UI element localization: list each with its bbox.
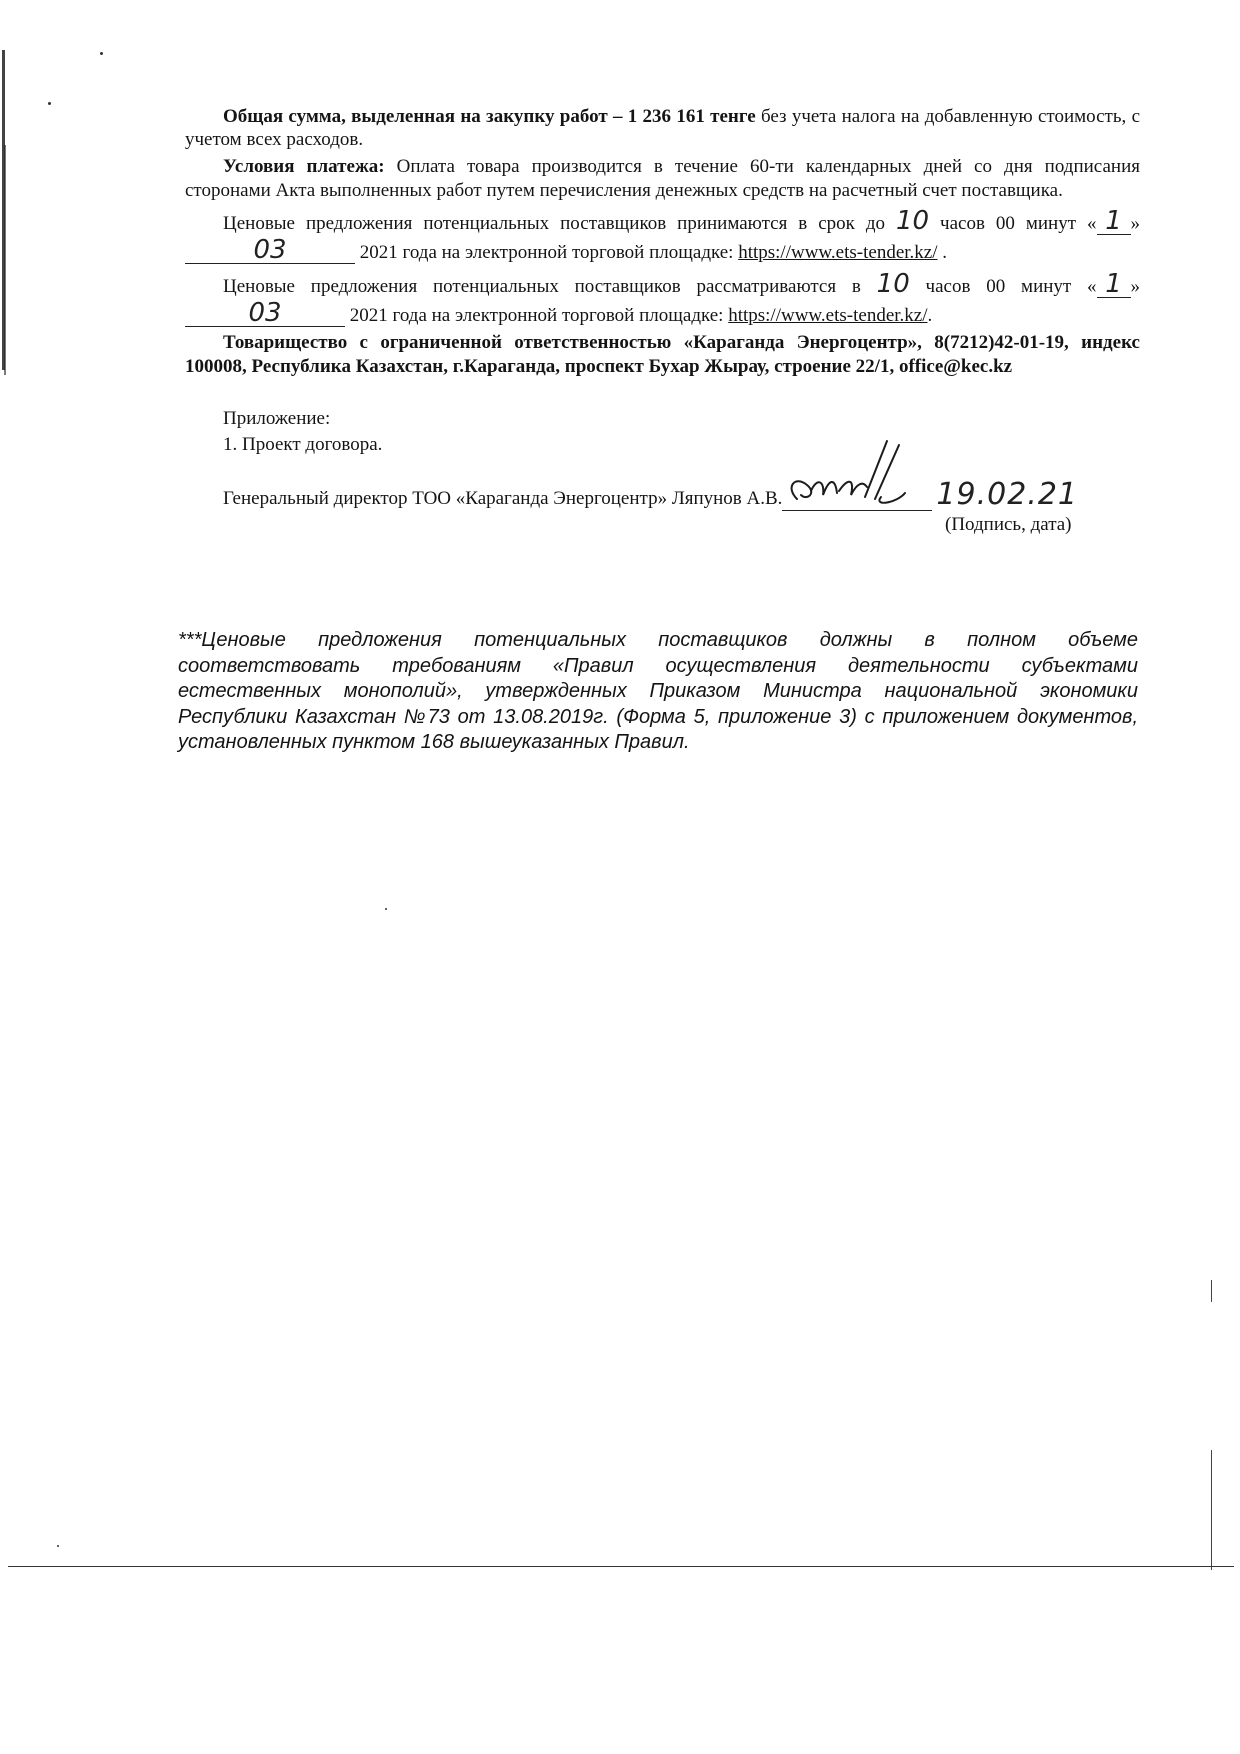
signature-caption: (Подпись, дата) [945, 514, 1072, 535]
signatory-text: Генеральный директор ТОО «Караганда Энергоцентр» Ляпунов А.В. [223, 488, 783, 509]
submission-text-5: . [937, 242, 947, 264]
appendix-title: Приложение: [223, 407, 331, 429]
footnote-requirements: ***Ценовые предложения потенциальных поставщиков должны в полном объеме соответствовать требованиям «Правил осуществления деятельности субъектами естественных монополий», утвержденных Приказом Министра национальной экономики Республики Казахстан №73 от 13.08.2019г. (Форма 5, приложение 3) с приложением документов, установленных пунктом 168 вышеуказанных Правил. [178, 629, 1138, 754]
day-blank [1097, 205, 1131, 236]
submission-text-3: » [1130, 212, 1140, 234]
handwritten-day: 1 [1105, 268, 1122, 299]
review-deadline-paragraph [185, 269, 1140, 328]
document-body [185, 105, 1140, 547]
appendix-block [185, 406, 1140, 459]
month-blank [185, 300, 345, 327]
signature-row [185, 477, 1140, 547]
day-blank [1097, 268, 1131, 299]
handwritten-day: 1 [1105, 205, 1122, 236]
handwritten-hour: 10 [895, 205, 930, 236]
appendix-item: 1. Проект договора. [223, 434, 383, 456]
review-text-5: . [927, 305, 933, 327]
scan-edge-mark [4, 145, 6, 375]
submission-text-2: часов 00 минут « [929, 212, 1097, 234]
handwritten-month: 03 [253, 235, 287, 266]
review-text-2: часов 00 минут « [909, 275, 1097, 297]
scan-speck [385, 908, 387, 910]
review-text-3: » [1130, 275, 1140, 297]
ets-tender-link[interactable]: https://www.ets-tender.kz/ [728, 305, 928, 327]
review-text-1: Ценовые предложения потенциальных поставщиков рассматриваются в [223, 275, 877, 297]
submission-text-1: Ценовые предложения потенциальных поставщиков принимаются в срок до [223, 212, 896, 234]
handwritten-signature [777, 437, 927, 517]
company-details-paragraph: Товарищество с ограниченной ответственностью «Караганда Энергоцентр», 8(7212)42-01-19, индекс 100008, Республика Казахстан, г.Караганда, проспект Бухар Жырау, строение 22/1, office@kec.kz [185, 332, 1140, 377]
total-amount-paragraph [185, 105, 1140, 151]
scan-speck [100, 52, 103, 55]
payment-terms-paragraph [185, 155, 1140, 201]
scan-speck [57, 1545, 59, 1547]
scan-speck [48, 102, 51, 105]
review-text-4: 2021 года на электронной торговой площадке: [345, 305, 729, 327]
handwritten-date: 19.02.21 [936, 477, 1078, 512]
submission-deadline-paragraph [185, 206, 1140, 265]
payment-terms-lead: Условия платежа: [223, 156, 385, 178]
scan-edge-mark [1211, 1450, 1212, 1570]
page-bottom-rule [8, 1566, 1234, 1567]
total-amount-lead: Общая сумма, выделенная на закупку работ – 1 236 161 тенге [223, 106, 756, 127]
ets-tender-link[interactable]: https://www.ets-tender.kz/ [738, 242, 938, 264]
month-blank [185, 237, 355, 264]
submission-text-4: 2021 года на электронной торговой площадке: [355, 242, 739, 264]
handwritten-month: 03 [248, 298, 282, 329]
payment-terms-text: Оплата товара производится в течение 60-ти календарных дней со дня подписания сторонами Акта выполненных работ путем перечисления денежных средств на расчетный счет поставщика. [185, 156, 1140, 201]
signature-line [782, 487, 932, 511]
total-amount-text: без учета налога на добавленную стоимость, с учетом всех расходов. [185, 106, 1140, 151]
scan-edge-mark [1211, 1280, 1212, 1302]
handwritten-hour: 10 [876, 268, 910, 299]
